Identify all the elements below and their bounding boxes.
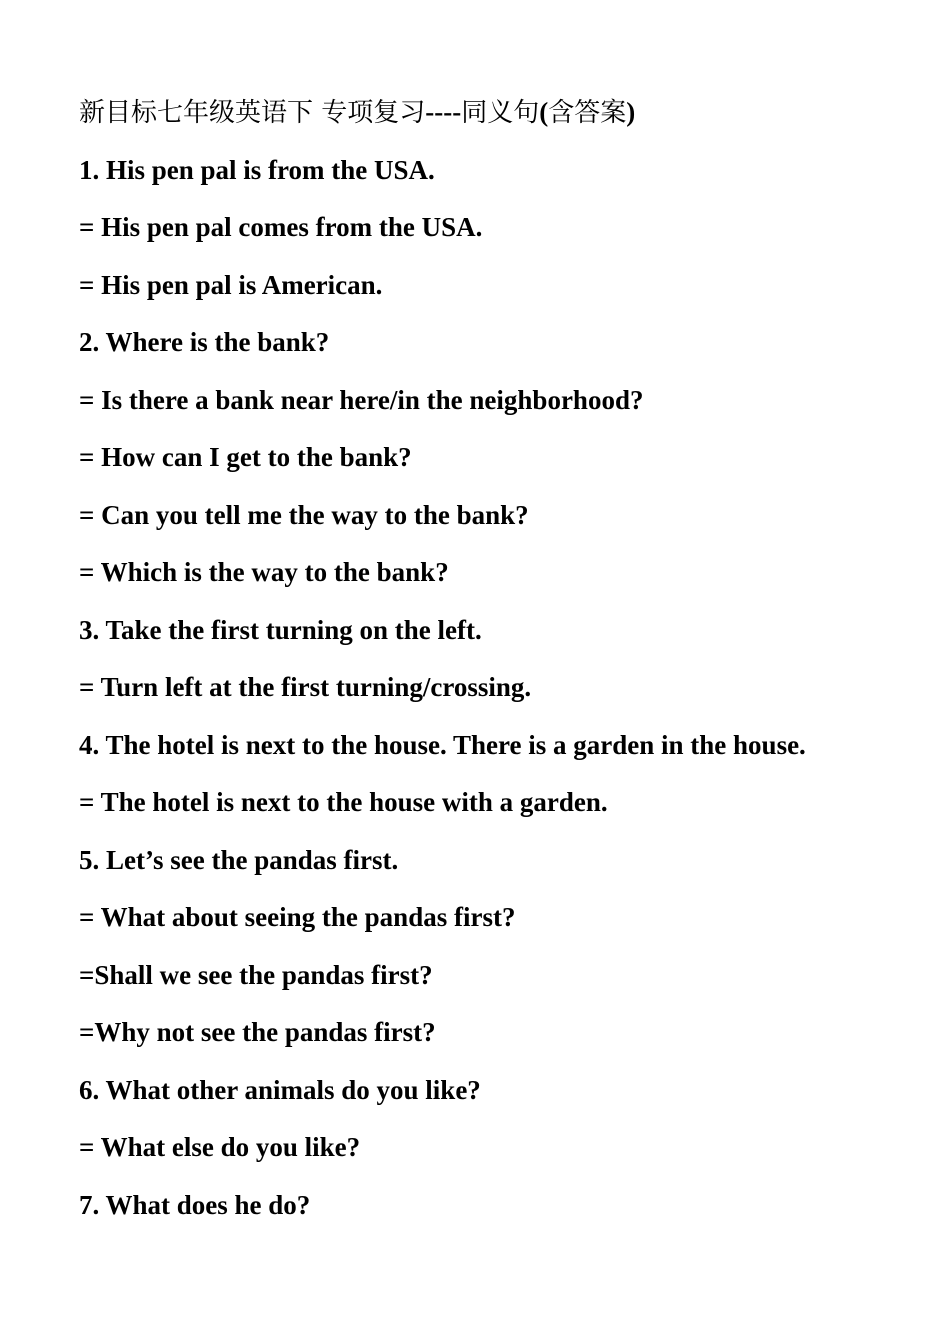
question-6: 6. What other animals do you like? (79, 1075, 481, 1105)
title-dashes: ---- (425, 97, 462, 127)
question-5: 5. Let’s see the pandas first. (79, 845, 399, 875)
question-7: 7. What does he do? (79, 1190, 311, 1220)
answer-2b: = How can I get to the bank? (79, 442, 412, 472)
answer-5b: =Shall we see the pandas first? (79, 960, 433, 990)
answer-1b: = His pen pal is American. (79, 270, 383, 300)
question-3: 3. Take the first turning on the left. (79, 615, 482, 645)
answer-5a: = What about seeing the pandas first? (79, 902, 516, 932)
question-4: 4. The hotel is next to the house. There is a garden in the house. (79, 730, 806, 760)
title-cn-suffix: 含答案 (548, 98, 627, 128)
title-paren-open: ( (539, 97, 549, 127)
question-2: 2. Where is the bank? (79, 327, 330, 357)
question-1: 1. His pen pal is from the USA. (79, 155, 435, 185)
answer-3a: = Turn left at the first turning/crossing. (79, 672, 532, 702)
answer-2c: = Can you tell me the way to the bank? (79, 500, 529, 530)
answer-1a: = His pen pal comes from the USA. (79, 212, 483, 242)
answer-4a: = The hotel is next to the house with a garden. (79, 787, 608, 817)
answer-2a: = Is there a bank near here/in the neighborhood? (79, 385, 644, 415)
answer-5c: =Why not see the pandas first? (79, 1017, 436, 1047)
answer-6a: = What else do you like? (79, 1132, 361, 1162)
title-cn-prefix: 新目标七年级英语下 专项复习 (79, 98, 426, 128)
answer-2d: = Which is the way to the bank? (79, 557, 449, 587)
title-paren-close: ) (626, 97, 636, 127)
document-title (79, 96, 635, 129)
title-cn-mid: 同义句 (461, 98, 540, 128)
